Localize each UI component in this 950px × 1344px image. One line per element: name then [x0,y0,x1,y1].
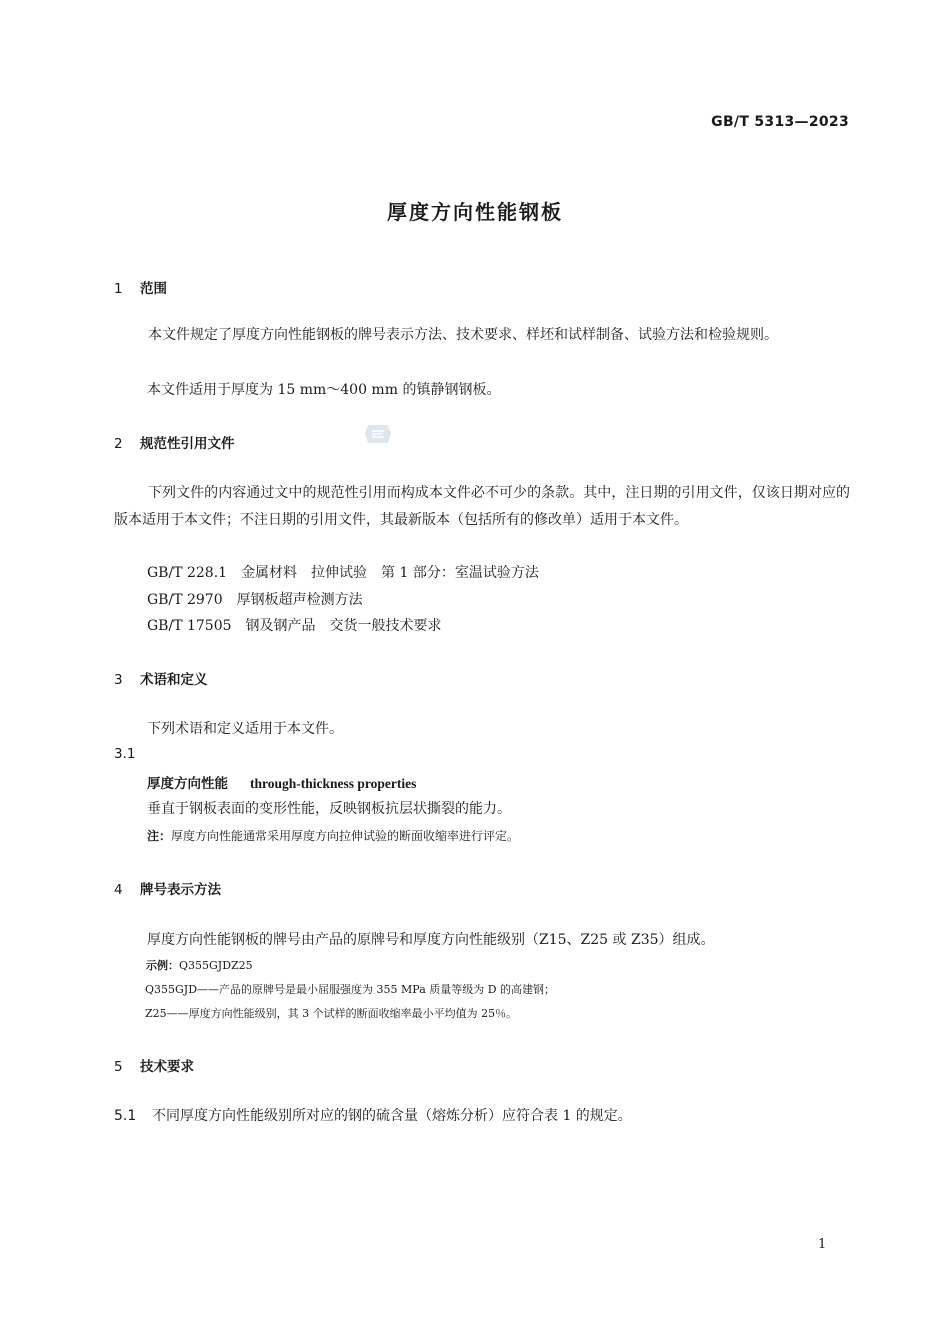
clause-number: 5.1 [114,1108,137,1124]
term-note [147,827,519,844]
reference-code: GB/T 228.1 [147,565,228,581]
note-label: 注： [147,829,172,843]
example-value: Q355GJDZ25 [179,959,253,972]
document-title: 厚度方向性能钢板 [387,200,563,224]
normative-reference-item [147,615,442,635]
section-number: 2 [114,436,123,452]
section-2-intro-paragraph: 下列文件的内容通过文中的规范性引用而构成本文件必不可少的条款。其中，注日期的引用文件，仅该日期对应的版本适用于本文件；不注日期的引用文件，其最新版本（包括所有的修改单）适用于本文件。 [114,485,850,528]
section-title: 技术要求 [140,1059,194,1075]
clause-text: 不同厚度方向性能级别所对应的钢的硫含量（熔炼分析）应符合表 1 的规定。 [152,1108,632,1124]
example-explanation-2: Z25——厚度方向性能级别，其 3 个试样的断面收缩率最小平均值为 25％。 [145,1007,518,1020]
section-1-heading [114,277,167,297]
term-entry [147,772,416,792]
page-number: 1 [818,1237,827,1252]
example-line [146,957,253,973]
reference-title: 金属材料 拉伸试验 第 1 部分：室温试验方法 [241,565,539,581]
section-2-heading [114,432,235,452]
normative-reference-item [147,589,363,609]
reference-title: 钢及钢产品 交货一般技术要求 [245,618,442,634]
section-number: 1 [114,281,123,297]
section-4-heading [114,878,221,898]
section-number: 4 [114,882,123,898]
term-number: 3.1 [114,746,136,762]
normative-reference-item [147,562,539,582]
section-title: 规范性引用文件 [140,436,235,452]
note-text: 厚度方向性能通常采用厚度方向拉伸试验的断面收缩率进行评定。 [171,829,520,843]
reference-code: GB/T 17505 [147,618,232,634]
term-english: through-thickness properties [250,776,417,791]
section-5-heading [114,1055,194,1075]
reference-title: 厚钢板超声检测方法 [236,592,363,608]
section-number: 5 [114,1059,123,1075]
clause-5-1 [114,1105,632,1125]
reference-code: GB/T 2970 [147,592,223,608]
section-4-paragraph: 厚度方向性能钢板的牌号由产品的原牌号和厚度方向性能级别（Z15、Z25 或 Z35）组成。 [147,932,715,948]
section-3-heading [114,668,208,688]
section-title: 牌号表示方法 [140,882,221,898]
publisher-watermark-logo [364,423,392,445]
section-1-applicability-paragraph: 本文件适用于厚度为 15 mm～400 mm 的镇静钢钢板。 [147,382,501,398]
section-3-intro: 下列术语和定义适用于本文件。 [147,721,343,737]
example-label: 示例： [146,959,179,972]
example-explanation-1: Q355GJD——产品的原牌号是最小屈服强度为 355 MPa 质量等级为 D 的高建钢； [145,983,556,996]
section-number: 3 [114,672,123,688]
section-1-scope-paragraph: 本文件规定了厚度方向性能钢板的牌号表示方法、技术要求、样坯和试样制备、试验方法和检验规则。 [148,327,778,343]
term-chinese: 厚度方向性能 [147,776,228,792]
term-definition: 垂直于钢板表面的变形性能，反映钢板抗层状撕裂的能力。 [147,801,511,817]
standard-number: GB/T 5313—2023 [711,114,849,130]
section-title: 术语和定义 [140,672,208,688]
section-title: 范围 [140,281,167,297]
